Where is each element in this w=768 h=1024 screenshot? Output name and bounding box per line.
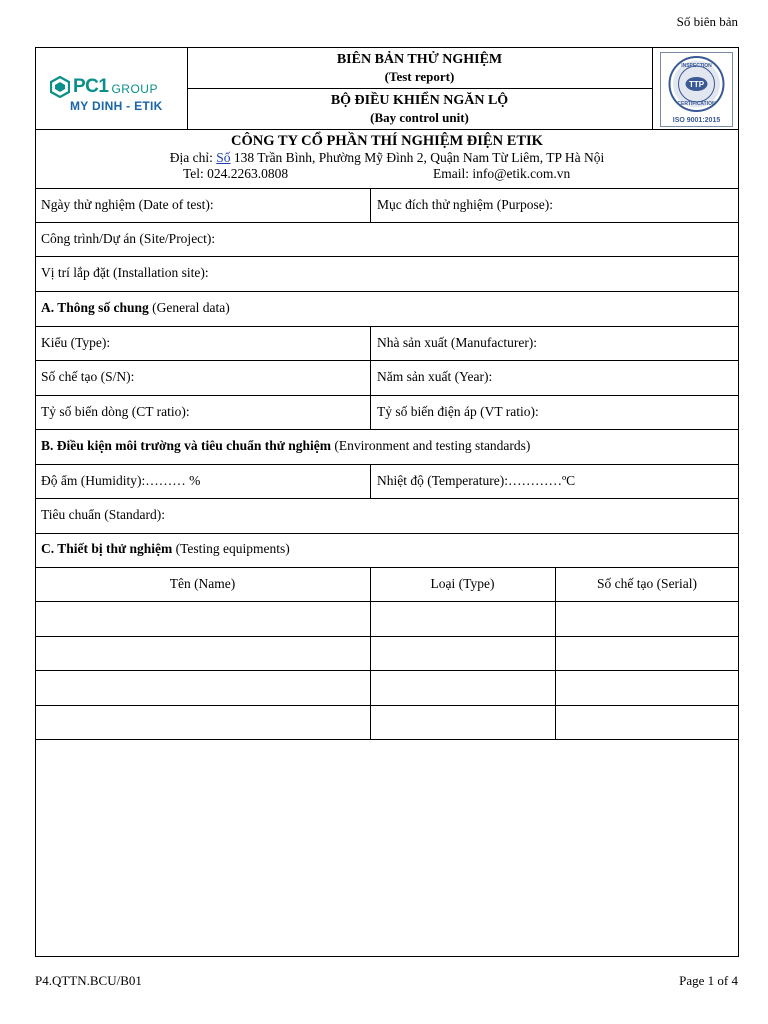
- divider: [370, 464, 371, 498]
- document-number-label: Số biên bản: [676, 14, 738, 29]
- section-a-subtitle: (General data): [148, 300, 230, 315]
- ct-ratio-label: Tỷ số biến dòng (CT ratio):: [41, 404, 190, 419]
- divider: [35, 188, 739, 189]
- logo-group: GROUP: [111, 82, 158, 96]
- serial-label: Số chế tạo (S/N):: [41, 369, 135, 384]
- column-header-serial: Số chế tạo (Serial): [596, 576, 698, 591]
- divider: [35, 256, 739, 257]
- section-b-heading: [41, 438, 530, 454]
- page-number: Page 1 of 4: [679, 973, 738, 988]
- vt-ratio-label: Tỷ số biến điện áp (VT ratio):: [377, 404, 539, 419]
- company-tel: Tel: 024.2263.0808: [183, 166, 289, 181]
- divider: [555, 567, 556, 739]
- company-address: [35, 150, 739, 166]
- column-header-name: Tên (Name): [169, 576, 236, 591]
- cert-top-text: INSPECTION: [681, 63, 712, 69]
- type-label: Kiểu (Type):: [41, 335, 111, 350]
- standard-label: Tiêu chuẩn (Standard):: [41, 507, 165, 522]
- logo-brand: PC1: [73, 76, 109, 97]
- device-title: BỘ ĐIỀU KHIỂN NGĂN LỘ: [330, 93, 509, 108]
- divider: [35, 360, 739, 361]
- inspection-certification-icon: [661, 53, 732, 126]
- divider: [35, 636, 739, 637]
- humidity-label: Độ ẩm (Humidity):……… %: [41, 473, 201, 488]
- address-prefix: Địa chỉ:: [169, 150, 217, 165]
- divider: [35, 291, 739, 292]
- divider: [35, 395, 739, 396]
- company-name: CÔNG TY CỔ PHẦN THÍ NGHIỆM ĐIỆN ETIK: [231, 133, 543, 149]
- address-link[interactable]: Số: [216, 150, 231, 165]
- divider: [370, 567, 371, 739]
- section-c-subtitle: (Testing equipments): [172, 541, 290, 556]
- section-c-heading: [41, 541, 290, 557]
- divider: [35, 601, 739, 602]
- divider: [35, 533, 739, 534]
- company-email: Email: info@etik.com.vn: [433, 166, 571, 181]
- section-c-title: C. Thiết bị thử nghiệm: [41, 541, 173, 556]
- report-frame: [35, 47, 739, 957]
- divider: [35, 429, 739, 430]
- date-of-test-label: Ngày thử nghiệm (Date of test):: [41, 197, 214, 212]
- divider: [35, 222, 739, 223]
- form-code: P4.QTTN.BCU/B01: [35, 973, 142, 988]
- temperature-label: Nhiệt độ (Temperature):…………ºC: [377, 473, 576, 488]
- report-title: BIÊN BẢN THỬ NGHIỆM: [336, 52, 503, 67]
- company-logo: [50, 76, 180, 116]
- logo-unit: MY DINH - ETIK: [70, 99, 163, 113]
- divider: [35, 705, 739, 706]
- manufacturer-label: Nhà sản xuất (Manufacturer):: [377, 335, 538, 350]
- section-a-title: A. Thông số chung: [41, 300, 149, 315]
- divider: [35, 498, 739, 499]
- purpose-label: Mục đích thử nghiệm (Purpose):: [377, 197, 554, 212]
- report-title-en: (Test report): [384, 69, 455, 84]
- divider: [35, 567, 739, 568]
- section-b-title: B. Điều kiện môi trường và tiêu chuẩn thử nghiệm: [41, 438, 331, 453]
- site-project-label: Công trình/Dự án (Site/Project):: [41, 231, 216, 246]
- section-a-heading: [41, 300, 230, 316]
- section-b-subtitle: (Environment and testing standards): [330, 438, 531, 453]
- certification-logo: [660, 52, 733, 127]
- iso-label: ISO 9001:2015: [672, 117, 721, 124]
- column-header-type: Loại (Type): [430, 576, 495, 591]
- divider: [35, 326, 739, 327]
- divider: [370, 326, 371, 429]
- address-rest: 138 Trần Bình, Phường Mỹ Đình 2, Quận Nam Từ Liêm, TP Hà Nội: [230, 150, 605, 165]
- divider: [370, 188, 371, 222]
- cert-center-text: TTP: [688, 80, 705, 89]
- divider: [187, 88, 652, 89]
- divider: [35, 129, 739, 130]
- year-label: Năm sản xuất (Year):: [377, 369, 493, 384]
- pc1-logo-icon: [50, 76, 70, 98]
- cert-bottom-text: CERTIFICATION: [677, 101, 716, 107]
- installation-site-label: Vị trí lắp đặt (Installation site):: [41, 265, 209, 280]
- divider: [652, 47, 653, 129]
- divider: [35, 739, 739, 740]
- divider: [35, 670, 739, 671]
- divider: [35, 464, 739, 465]
- device-title-en: (Bay control unit): [370, 110, 469, 125]
